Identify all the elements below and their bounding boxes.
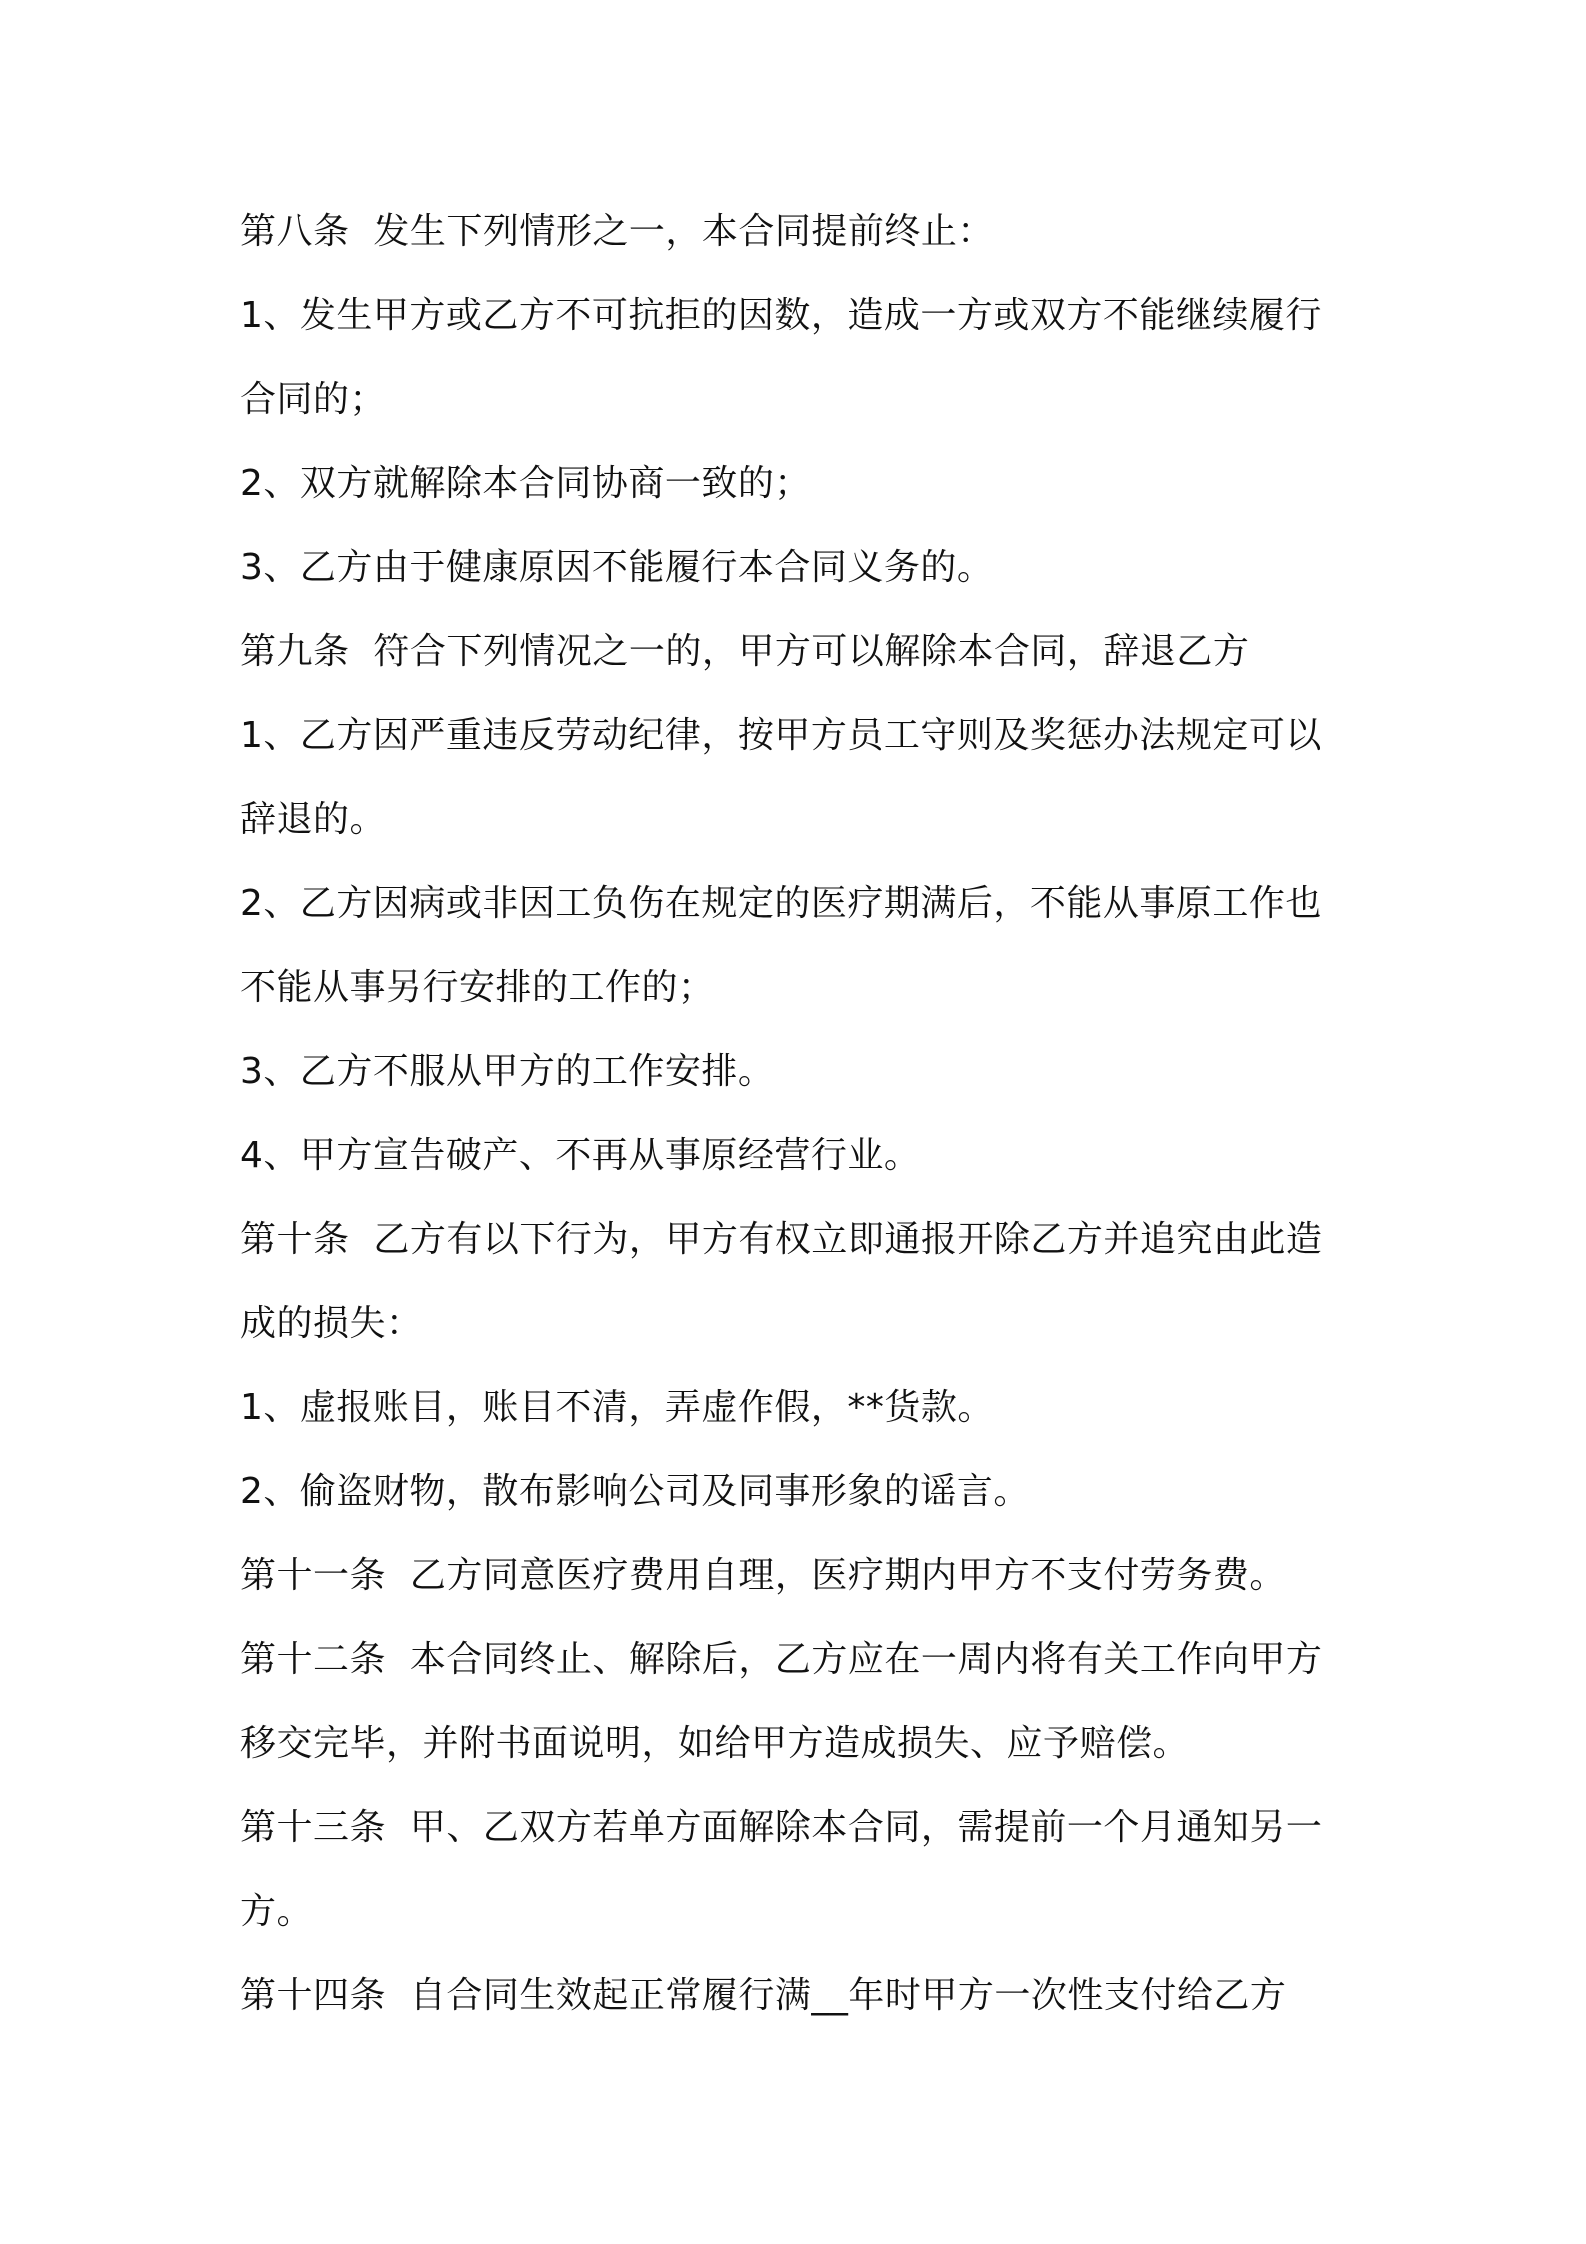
text-line: 辞退的。	[240, 799, 387, 840]
text-line: 4、甲方宣告破产、不再从事原经营行业。	[240, 1135, 921, 1176]
text-line: 第十二条 本合同终止、解除后，乙方应在一周内将有关工作向甲方	[240, 1639, 1323, 1680]
text-line: 不能从事另行安排的工作的；	[240, 967, 715, 1008]
text-line: 第九条 符合下列情况之一的，甲方可以解除本合同，辞退乙方	[240, 631, 1250, 672]
text-line: 第十三条 甲、乙双方若单方面解除本合同，需提前一个月通知另一	[240, 1807, 1323, 1848]
text-line: 第十条 乙方有以下行为，甲方有权立即通报开除乙方并追究由此造	[240, 1219, 1323, 1260]
text-line: 第十一条 乙方同意医疗费用自理，医疗期内甲方不支付劳务费。	[240, 1555, 1286, 1596]
text-line: 3、乙方不服从甲方的工作安排。	[240, 1051, 775, 1092]
text-line: 合同的；	[240, 379, 387, 420]
text-line: 2、双方就解除本合同协商一致的；	[240, 463, 811, 504]
text-line: 1、乙方因严重违反劳动纪律，按甲方员工守则及奖惩办法规定可以	[240, 715, 1322, 756]
text-line: 2、乙方因病或非因工负伤在规定的医疗期满后，不能从事原工作也	[240, 883, 1322, 924]
text-line: 方。	[240, 1891, 314, 1932]
contract-text-body	[240, 190, 1360, 2038]
text-line: 2、偷盗财物，散布影响公司及同事形象的谣言。	[240, 1471, 1030, 1512]
text-line: 3、乙方由于健康原因不能履行本合同义务的。	[240, 547, 994, 588]
text-line: 1、虚报账目，账目不清，弄虚作假，**货款。	[240, 1387, 994, 1428]
text-line: 1、发生甲方或乙方不可抗拒的因数，造成一方或双方不能继续履行	[240, 295, 1322, 336]
text-line: 第十四条 自合同生效起正常履行满__年时甲方一次性支付给乙方	[240, 1975, 1287, 2016]
text-line: 成的损失：	[240, 1303, 423, 1344]
text-line: 第八条 发生下列情形之一，本合同提前终止：	[240, 211, 994, 252]
text-line: 移交完毕，并附书面说明，如给甲方造成损失、应予赔偿。	[240, 1723, 1190, 1764]
